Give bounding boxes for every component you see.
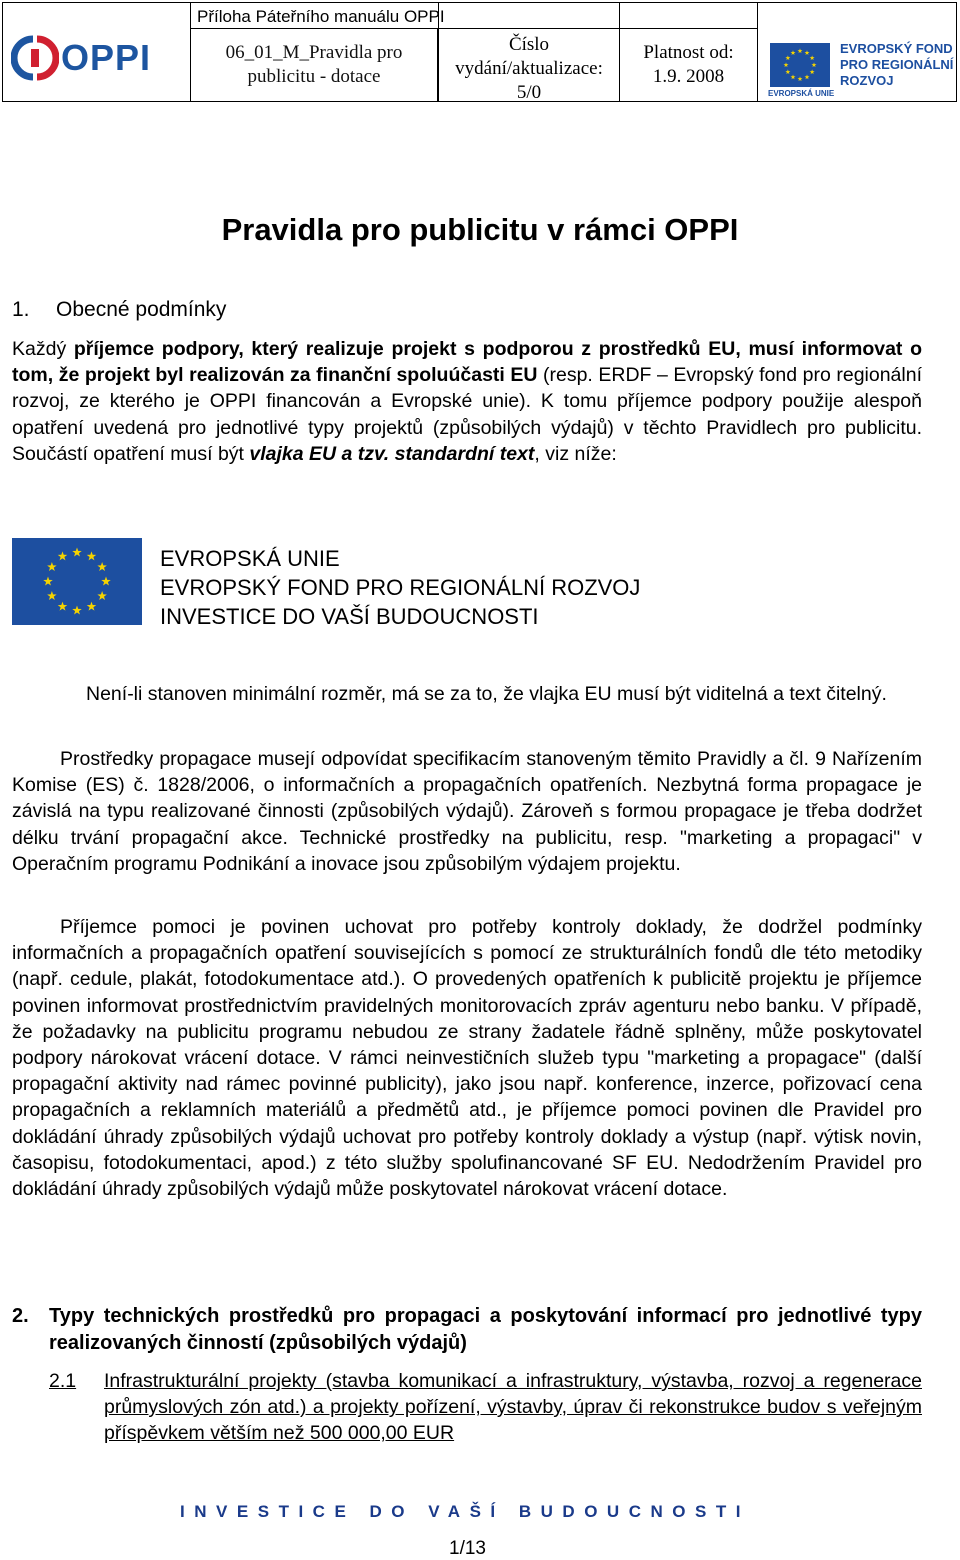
page-title: Pravidla pro publicitu v rámci OPPI — [221, 212, 739, 247]
section-2-1-number: 2.1 — [49, 1370, 77, 1392]
eu-star-icon — [58, 551, 68, 560]
eu-star-icon — [72, 606, 82, 615]
section-2-number: 2. — [12, 1305, 29, 1327]
page-number: 1/13 — [449, 1538, 486, 1559]
footer-motto: INVESTICE DO VAŠÍ BUDOUCNOSTI — [180, 1502, 750, 1521]
section-1-paragraph-1 — [12, 336, 922, 467]
eu-star-icon — [47, 591, 57, 600]
section-1-title: Obecné podmínky — [56, 298, 227, 321]
standard-text-line2: EVROPSKÝ FOND PRO REGIONÁLNÍ ROZVOJ — [160, 575, 641, 600]
eu-star-icon — [810, 55, 815, 60]
issue-label-line2: vydání/aktualizace: — [455, 58, 603, 79]
eu-star-icon — [805, 50, 810, 55]
appendix-label: Příloha Páteřního manuálu OPPI — [191, 3, 758, 29]
validity-label: Platnost od: — [643, 42, 734, 63]
validity-date: 1.9. 2008 — [652, 66, 725, 87]
erdf-logo-text — [840, 41, 953, 89]
eu-star-icon — [784, 62, 789, 67]
erdf-logo-line1: EVROPSKÝ FOND — [840, 41, 953, 56]
p1-text-c: (resp. ERDF – Evropský fond pro regionální rozvoj, ze kterého je OPPI financován a Evropské unie). K tomu příjemce podpory použije alespoň opatření uvedená pro jednotlivé typy projektů (způsobilých výdajů) v těchto Pravidlech pro publicitu. Součástí opatření musí být — [12, 364, 922, 465]
document-code-line1: 06_01_M_Pravidla pro — [225, 42, 403, 63]
eu-star-icon — [810, 69, 815, 74]
eu-star-icon — [791, 50, 796, 55]
eu-flag-icon — [12, 538, 142, 625]
erdf-logo-line2: PRO REGIONÁLNÍ — [840, 57, 954, 72]
eu-star-icon — [58, 602, 68, 611]
section-1-number: 1. — [12, 298, 30, 321]
eu-flag-small-icon — [770, 43, 830, 87]
eu-star-icon — [101, 577, 111, 586]
erdf-logo — [758, 3, 956, 101]
eu-star-icon — [87, 602, 97, 611]
eu-star-icon — [97, 562, 107, 571]
eu-star-icon — [805, 75, 810, 80]
standard-text-line1: EVROPSKÁ UNIE — [160, 546, 340, 571]
section-2-1-title: Infrastrukturální projekty (stavba komunikací a infrastruktury, výstavba, rozvoj a regenerace průmyslových zón atd.) a projekty pořízení, výstavby, úprav či rekonstrukce budov s veřejným příspěvkem větším než 500 000,00 EUR — [104, 1370, 922, 1445]
section-2-heading — [12, 1303, 922, 1356]
section-2-1-heading — [49, 1368, 922, 1447]
document-code-line2: publicitu - dotace — [247, 66, 381, 87]
document-header-table — [2, 2, 957, 102]
erdf-logo-line3: ROZVOJ — [840, 73, 894, 88]
section-1-paragraph-2: Není-li stanoven minimální rozměr, má se za to, že vlajka EU musí být viditelná a text čitelný. — [86, 683, 887, 705]
section-2-title: Typy technických prostředků pro propagaci a poskytování informací pro jednotlivé typy realizovaných činností (způsobilých výdajů) — [49, 1305, 922, 1354]
eu-star-icon — [47, 562, 57, 571]
eu-star-icon — [87, 551, 97, 560]
p1-text-bold-italic: vlajka EU a tzv. standardní text — [249, 442, 535, 465]
eu-star-icon — [72, 548, 82, 557]
oppi-logo — [3, 3, 191, 101]
eu-star-icon — [798, 48, 803, 53]
validity — [620, 29, 758, 101]
eu-star-icon — [785, 69, 790, 74]
p1-text-a: Každý — [12, 338, 74, 360]
eu-star-icon — [798, 76, 803, 81]
issue-number — [438, 3, 620, 101]
oppi-logo-icon — [11, 35, 59, 81]
p1-text-bold: příjemce podpory, který realizuje projekt s podporou z prostředků EU, musí informovat o tom, že projekt byl realizován za finanční spoluúčasti EU — [12, 338, 923, 387]
section-1-heading — [12, 298, 226, 322]
issue-label-line1: Číslo — [508, 34, 550, 55]
document-code — [191, 29, 438, 101]
eu-star-icon — [785, 55, 790, 60]
standard-text-line3: INVESTICE DO VAŠÍ BUDOUCNOSTI — [160, 604, 539, 629]
section-1-paragraph-4: Příjemce pomoci je povinen uchovat pro potřeby kontroly doklady, že dodržel podmínky informačních a propagačních opatření souvisejících s pomocí ze strukturálních fondů dle této metodiky (např. cedule, plakát, fotodokumentace atd.). O provedených opatřeních k publicitě projektu je příjemce povinen informovat prostřednictvím pravidelných monitorovacích zpráv agenturu nebo banku. V případě, že požadavky na publicitu programu nebudou ze strany žadatele řádně splněny, může poskytovatel podpory nárokovat vrácení dotace. V rámci neinvestičních služeb typu "marketing a propagace" (další propagační aktivity nad rámec povinné publicity), jako jsou např. konference, inzerce, pořizovací cena propagačních a reklamních materiálů a předmětů atd., je příjemce pomoci povinen dle Pravidel pro dokládání úhrady způsobilých výdajů uchovat pro potřeby kontroly doklady a výstup (např. výtisk novin, časopisu, fotodokumentaci, apod.) z této služby spolufinancované SF EU. Nedodržením Pravidel pro dokládání úhrady způsobilých výdajů může poskytovatel nárokovat vrácení dotace. — [12, 916, 922, 1201]
standard-text-block — [160, 544, 640, 631]
section-1-paragraph-3: Prostředky propagace musejí odpovídat specifikacím stanoveným těmito Pravidly a čl. 9 Nařízením Komise (ES) č. 1828/2006, o informačních a propagačních opatřeních. Nezbytná forma propagace je závislá na typu realizované činnosti (způsobilých výdajů). Zároveň s formou propagace je třeba dodržet délku trvání propagační akce. Technické prostředky na publicitu, resp. "marketing a propagaci" v Operačním programu Podnikání a inovace jsou způsobilým výdajem projektu. — [12, 748, 922, 875]
eu-star-icon — [43, 577, 53, 586]
eu-star-icon — [791, 75, 796, 80]
issue-value: 5/0 — [516, 82, 542, 103]
oppi-logo-text: OPPI — [61, 37, 152, 78]
erdf-logo-subtitle: EVROPSKÁ UNIE — [768, 89, 835, 98]
p1-text-e: , viz níže: — [534, 442, 617, 465]
eu-star-icon — [97, 591, 107, 600]
eu-star-icon — [812, 62, 817, 67]
